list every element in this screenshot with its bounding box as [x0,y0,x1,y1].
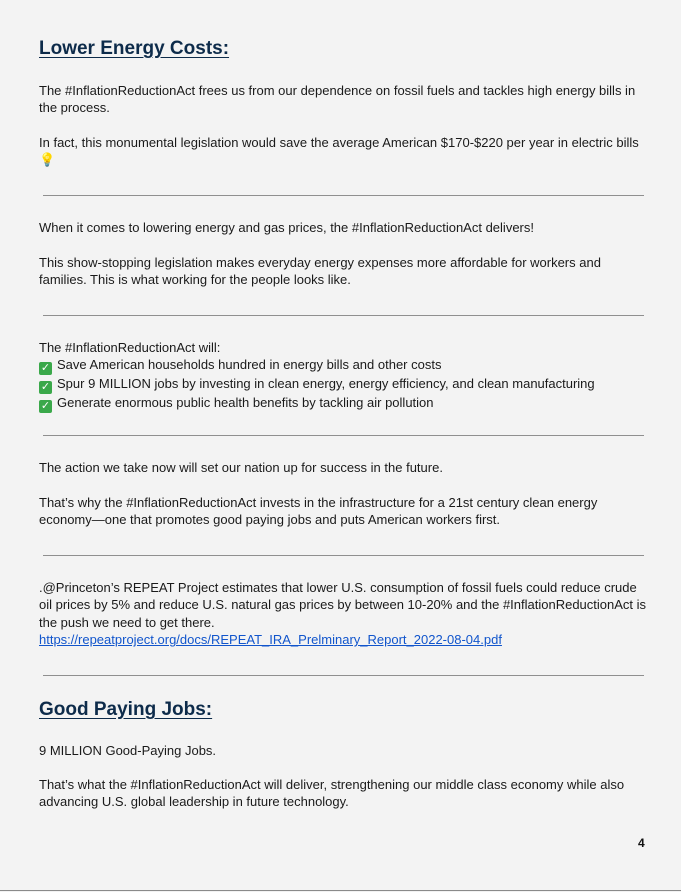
paragraph: That’s why the #InflationReductionAct invests in the infrastructure for a 21st century clean energy economy—one that promotes good paying jobs and puts American workers first. [39,495,598,528]
checkmark-icon: ✓ [40,381,51,394]
list-item-text: Spur 9 MILLION jobs by investing in clean energy, energy efficiency, and clean manufacturing [57,376,595,392]
checkmark-icon: ✓ [40,400,51,413]
checklist-intro: The #InflationReductionAct will: [39,340,221,355]
paragraph: The #InflationReductionAct frees us from our dependence on fossil fuels and tackles high energy bills in the process. [39,83,636,116]
divider [43,315,644,316]
paragraph-text: In fact, this monumental legislation would save the average American $170-$220 per year in electric bills [39,135,639,150]
divider [43,195,644,196]
paragraph: 9 MILLION Good-Paying Jobs. [39,743,217,758]
section-heading-lower-energy-costs: Lower Energy Costs: [39,38,230,59]
paragraph: The action we take now will set our nation up for success in the future. [39,460,443,475]
paragraph: When it comes to lowering energy and gas prices, the #InflationReductionAct delivers! [39,220,534,235]
paragraph [39,579,649,649]
divider [43,675,644,676]
paragraph: This show-stopping legislation makes everyday energy expenses more affordable for workers and families. This is what working for the people looks like. [39,255,601,288]
paragraph-text: .@Princeton’s REPEAT Project estimates that lower U.S. consumption of fossil fuels could reduce crude oil prices by 5% and reduce U.S. natural gas prices by between 10-20% and the #InflationReductionAct is the push we need to get there. [39,580,647,630]
checklist [39,339,649,413]
paragraph [39,134,649,169]
lightbulb-icon: 💡 [39,152,56,168]
divider [43,435,644,436]
paragraph: That’s what the #InflationReductionAct will deliver, strengthening our middle class economy while also advancing U.S. global leadership in future technology. [39,777,625,810]
list-item-text: Generate enormous public health benefits by tackling air pollution [57,395,434,411]
list-item [39,375,649,394]
list-item [39,356,649,375]
list-item [39,394,649,413]
checkmark-icon: ✓ [40,362,51,375]
repeat-report-link[interactable]: https://repeatproject.org/docs/REPEAT_IRA_Prelminary_Report_2022-08-04.pdf [39,632,502,648]
divider [43,555,644,556]
section-heading-good-paying-jobs: Good Paying Jobs: [39,699,213,720]
page-number: 4 [638,836,645,850]
list-item-text: Save American households hundred in energy bills and other costs [57,357,442,373]
